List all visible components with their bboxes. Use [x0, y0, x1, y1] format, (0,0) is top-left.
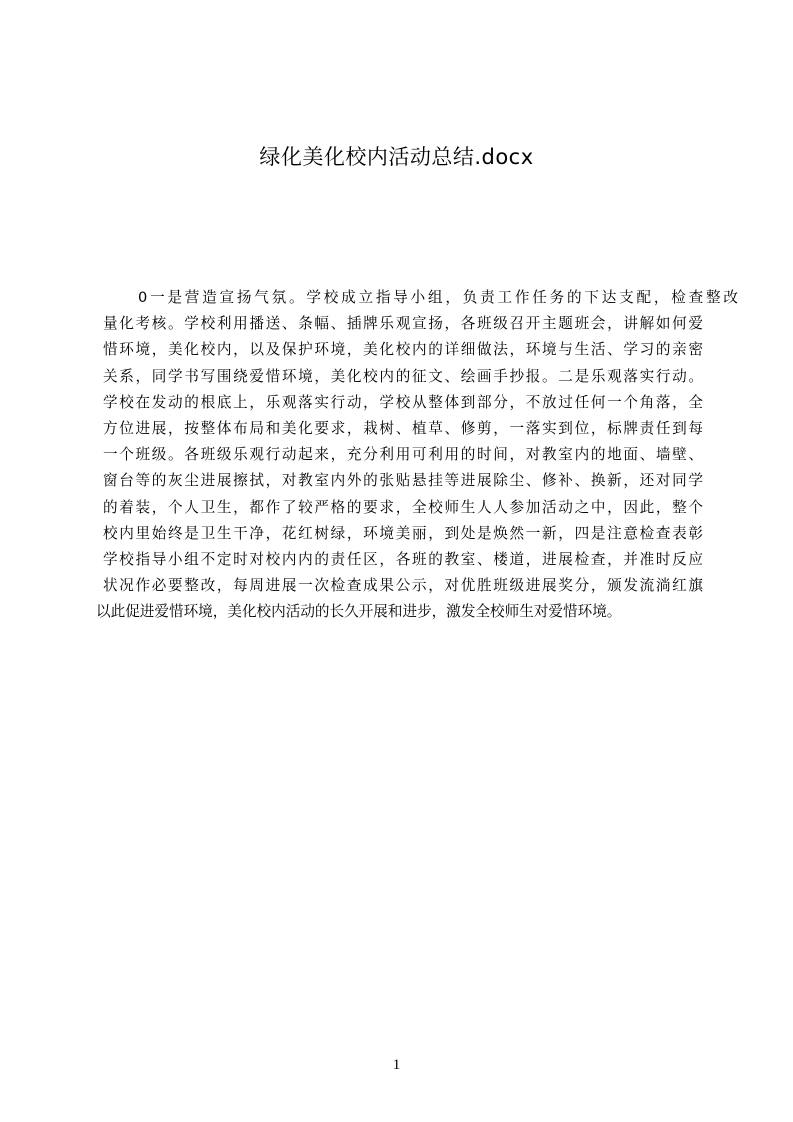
document-title: 绿化美化校内活动总结.docx	[259, 145, 534, 169]
paragraph-line: 以此促进爱惜环境，美化校内活动的长久开展和进步，激发全校师生对爱惜环境。	[96, 603, 622, 621]
paragraph-line: 的着装，个人卫生，都作了较严格的要求，全校师生人人参加活动之中，因此，整个	[103, 498, 703, 516]
paragraph-line: 方位进展，按整体布局和美化要求，栽树、植草、修剪，一落实到位，标牌责任到每	[103, 419, 703, 437]
paragraph-line: 状况作必要整改，每周进展一次检查成果公示，对优胜班级进展奖分，颁发流淌红旗	[103, 577, 703, 595]
paragraph-line: 量化考核。学校利用播送、条幅、插牌乐观宣扬，各班级召开主题班会，讲解如何爱	[103, 315, 703, 333]
paragraph-line: 校内里始终是卫生干净，花红树绿，环境美丽，到处是焕然一新，四是注意检查表彰	[103, 524, 703, 542]
body-paragraph	[96, 285, 738, 625]
paragraph-line: 学校指导小组不定时对校内内的责任区，各班的教室、楼道，进展检查，并准时反应	[103, 550, 703, 568]
paragraph-line: 学校在发动的根底上，乐观落实行动，学校从整体到部分，不放过任何一个角落，全	[103, 393, 703, 411]
paragraph-line: 关系，同学书写围绕爱惜环境，美化校内的征文、绘画手抄报。二是乐观落实行动。	[103, 367, 703, 385]
page-number: 1	[392, 1057, 401, 1073]
paragraph-line: 窗台等的灰尘进展擦拭，对教室内外的张贴悬挂等进展除尘、修补、换新，还对同学	[103, 472, 703, 490]
paragraph-line: 一个班级。各班级乐观行动起来，充分利用可利用的时间，对教室内的地面、墙壁、	[103, 446, 703, 464]
paragraph-line: 0一是营造宣扬气氛。学校成立指导小组，负责工作任务的下达支配，检查整改	[138, 289, 738, 306]
paragraph-line: 惜环境，美化校内，以及保护环境，美化校内的详细做法，环境与生活、学习的亲密	[103, 341, 703, 359]
